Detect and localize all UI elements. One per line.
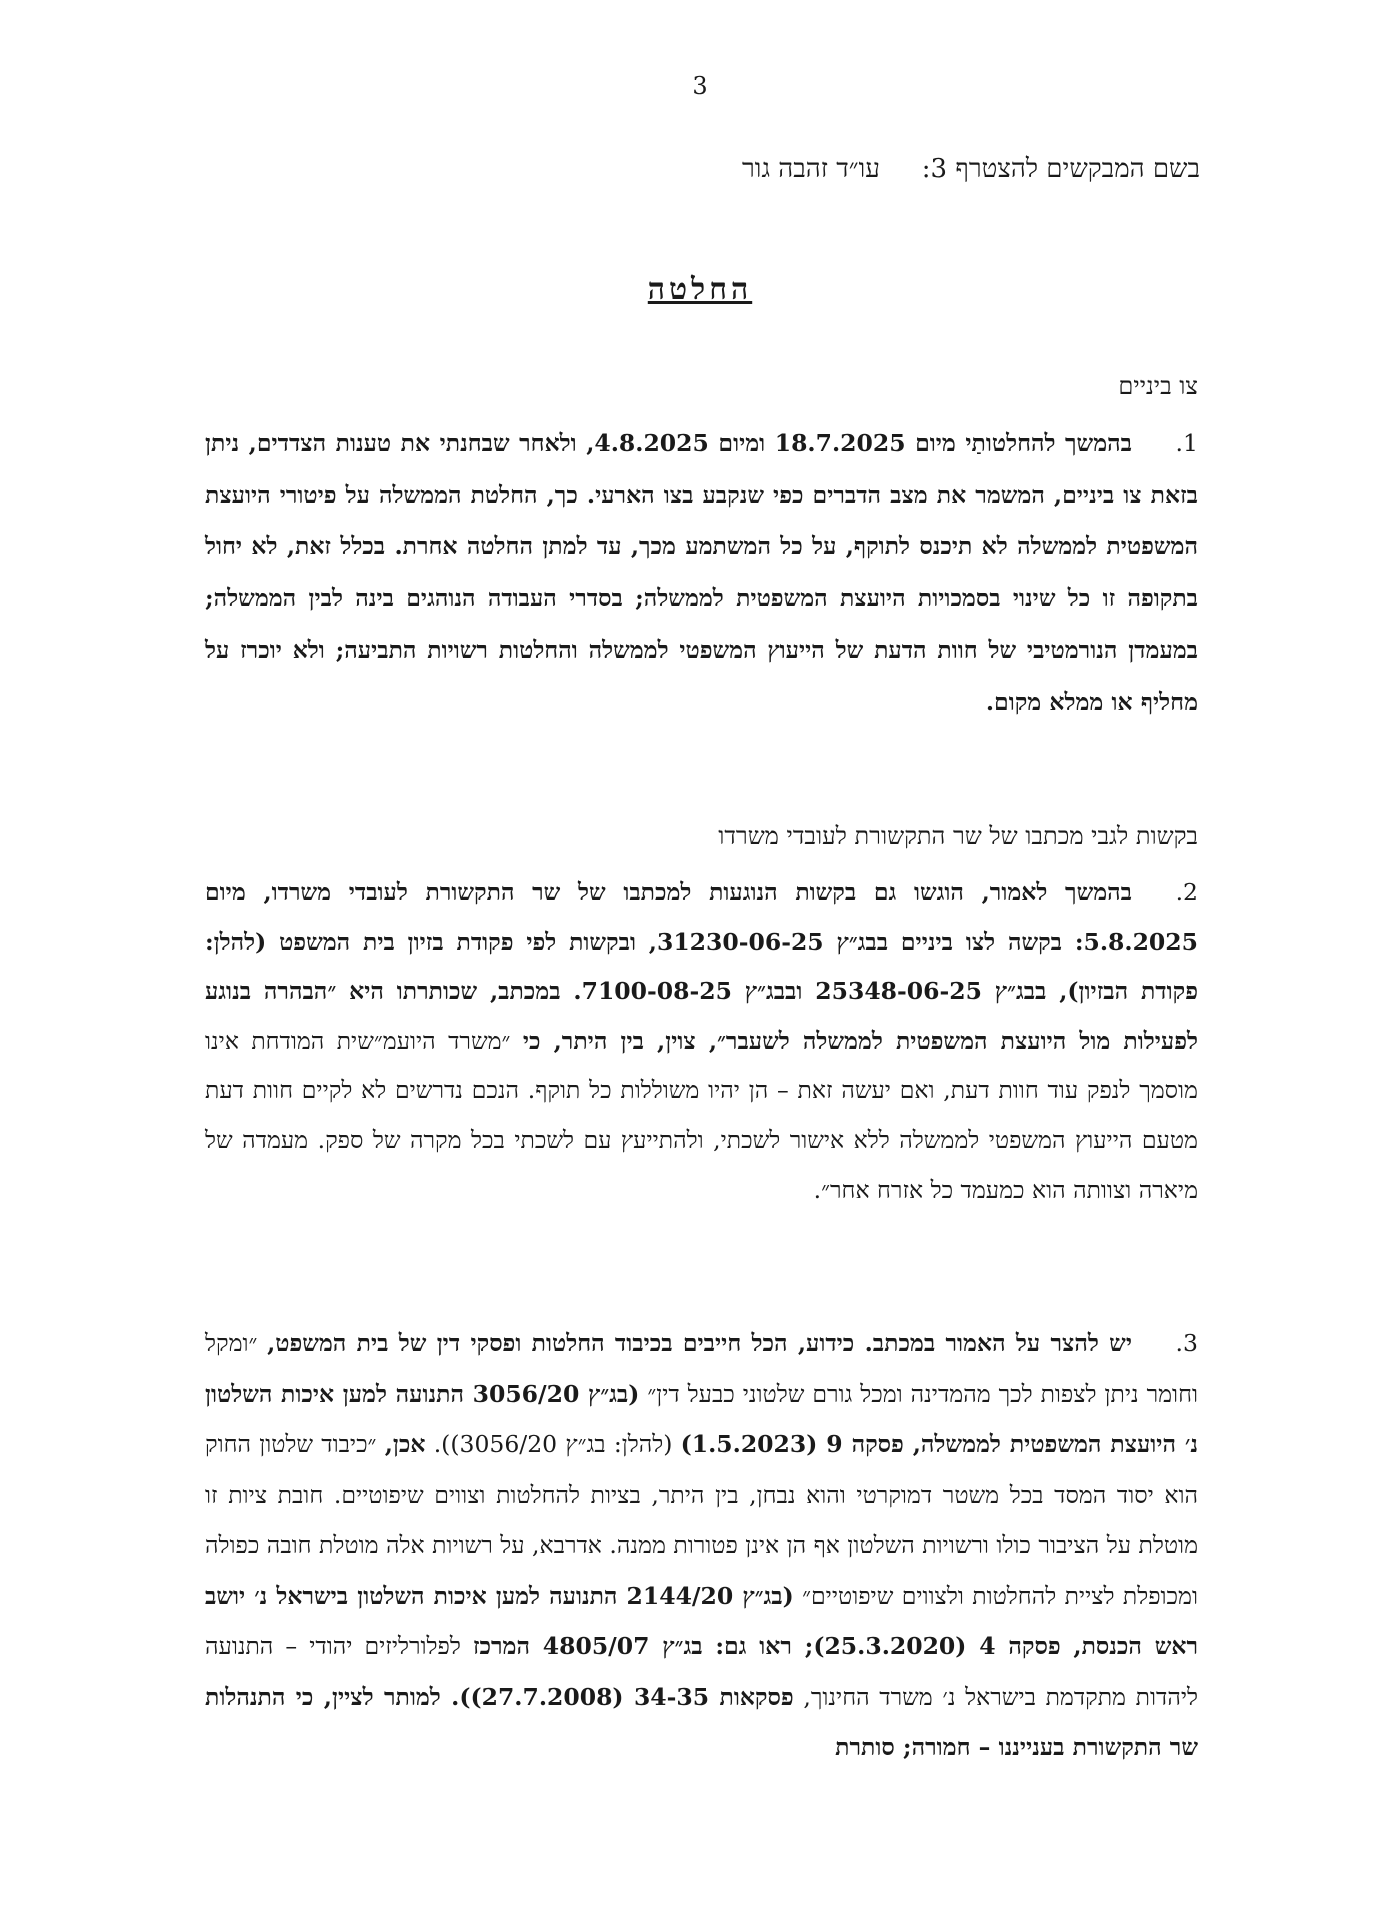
- paragraph-3-citation-1: (בג״ץ 3056/20 התנועה למען איכות השלטון נ׳ היועצת המשפטית לממשלה, פסקה 9 (1.5.2023): [205, 1379, 1198, 1458]
- paragraph-3-quote-2: ״כיבוד שלטון החוק הוא יסוד המסד בכל משטר דמוקרטי והוא נבחן, בין היתר, בציות להחלטות וצווים שיפוטיים. חובת ציות זו מוטלת על הציבור כולו ורשויות השלטון אף הן אינן פטורות ממנה. אדרבא, על רשויות אלה מוטלת חובה כפולה ומכופלת לציית להחלטות ולצווים שיפוטיים״: [205, 1430, 1198, 1610]
- represented-party: בשם המבקשים להצטרף 3:: [921, 154, 1200, 184]
- paragraph-3-text-3: פסקאות 34-35 (27.7.2008)). למותר לציין, כי התנהלות שר התקשורת בענייננו – חמורה; סותרת: [205, 1682, 1198, 1761]
- paragraph-3-text-2: אכן,: [384, 1430, 426, 1458]
- section-heading-interim-order: צו ביניים: [1118, 372, 1198, 400]
- representation-block: [742, 152, 1200, 186]
- paragraph-1-text: בהמשך להחלטותַי מיום 18.7.2025 ומיום 4.8.2025, ולאחר שבחנתי את טענות הצדדים, ניתן בזאת צו ביניים, המשמר את מצב הדברים כפי שנקבע בצו הארעי. כך, החלטת הממשלה על פיטורי היועצת המשפטית לממשלה לא תיכנס לתוקף, על כל המשתמע מכך, עד למתן החלטה אחרת. בכלל זאת, לא יחול בתקופה זו כל שינוי בסמכויות היועצת המשפטית לממשלה; בסדרי העבודה הנוהגים בינה לבין הממשלה; במעמדן הנורמטיבי של חוות הדעת של הייעוץ המשפטי לממשלה והחלטות רשויות התביעה; ולא יוכרז על מחליף או ממלא מקום.: [205, 429, 1198, 716]
- section-heading-minister-letter: בקשות לגבי מכתבו של שר התקשורת לעובדי משרדו: [718, 822, 1198, 850]
- paragraph-2-quote: ״משרד היועמ״שית המודחת אינו מוסמך לנפק עוד חוות דעת, ואם יעשה זאת – הן יהיו משוללות כל תוקף. הנכם נדרשים לא לקיים חוות דעת מטעם הייעוץ המשפטי לממשלה ללא אישור לשכתי, ולהתייעץ עם לשכתי בכל מקרה של ספק. מעמדה של מיארה וצוותה הוא כמעמד כל אזרח אחר״.: [205, 1026, 1198, 1204]
- paragraph-number: 3.: [1175, 1329, 1198, 1357]
- paragraph-number: 1.: [1175, 429, 1198, 457]
- paragraph-3-citation-2: (בג״ץ 2144/20 התנועה למען איכות השלטון בישראל נ׳ יושב ראש הכנסת, פסקה 4 (25.3.2020); ראו גם: בג״ץ 4805/07 המרכז: [205, 1581, 1198, 1660]
- paragraph-number: 2.: [1175, 878, 1198, 906]
- page-number: 3: [692, 72, 708, 100]
- paragraph-3-citation-2-party: לפלורליזים יהודי – התנועה ליהדות מתקדמת בישראל נ׳ משרד החינוך,: [205, 1632, 1198, 1711]
- paragraph-2-bold-text: בהמשך לאמור, הוגשו גם בקשות הנוגעות למכתבו של שר התקשורת לעובדי משרדו, מיום 5.8.2025: בקשה לצו ביניים בבג״ץ 31230-06-25, ובקשות לפי פקודת בזיון בית המשפט (להלן: פקודת הבזיון), בבג״ץ 25348-06-25 ובבג״ץ 7100-08-25. במכתב, שכותרתו היא ״הבהרה בנוגע לפעילות מול היועצת המשפטית לממשלה לשעבר״, צוין, בין היתר, כי: [205, 878, 1198, 1055]
- paragraph-3: [205, 1318, 1198, 1773]
- paragraph-3-abbreviation: (להלן: בג״ץ 3056/20)).: [433, 1430, 673, 1458]
- paragraph-2: [205, 868, 1198, 1215]
- paragraph-3-quote-1: ״ומקל וחומר ניתן לצפות לכך מהמדינה ומכל גורם שלטוני כבעל דין״: [205, 1329, 1198, 1408]
- paragraph-3-text-1: יש להצר על האמור במכתב. כידוע, הכל חייבים בכיבוד החלטות ופסקי דין של בית המשפט,: [267, 1329, 1132, 1357]
- document-title: החלטה: [647, 272, 753, 307]
- paragraph-1: [205, 418, 1198, 728]
- counsel-name: עו״ד זהבה גור: [742, 154, 880, 184]
